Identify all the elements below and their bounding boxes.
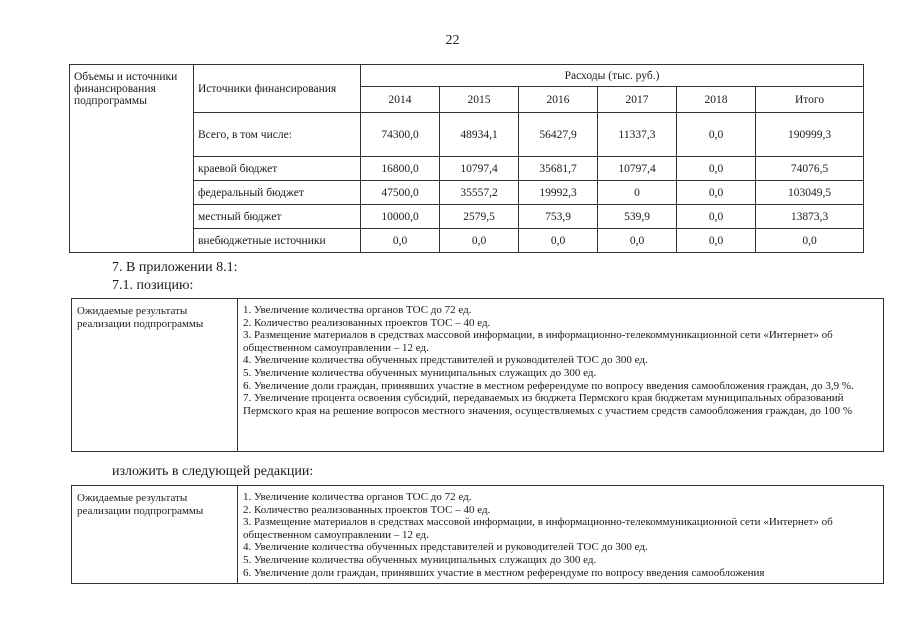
financing-table [69,64,864,253]
list-item: 1. Увеличение количества органов ТОС до 72 ед. [243,304,472,316]
value-cell: 0,0 [598,229,677,253]
year-header: 2018 [677,87,756,113]
financing-row-label: Объемы и источники финансирования подпрограммы [70,65,194,253]
value-cell: 35681,7 [519,157,598,181]
list-item: 3. Размещение материалов в средствах массовой информации, в информационно-телекоммуникационной сети «Интернет» об общественном самоуправлении – 12 ед. [243,329,833,354]
year-header: 2014 [361,87,440,113]
value-cell: 0,0 [677,229,756,253]
value-cell: 0,0 [677,205,756,229]
old-results-label: Ожидаемые результаты реализации подпрограммы [72,299,238,451]
list-item: 5. Увеличение количества обученных муниципальных служащих до 300 ед. [243,366,597,379]
value-cell: 48934,1 [440,113,519,157]
value-cell: 56427,9 [519,113,598,157]
source-cell: федеральный бюджет [194,181,361,205]
list-item: 6. Увеличение доли граждан, принявших участие в местном референдуме по вопросу введения самообложения [243,566,765,579]
value-cell: 103049,5 [756,181,864,205]
value-cell: 190999,3 [756,113,864,157]
expenses-header: Расходы (тыс. руб.) [361,65,864,87]
value-cell: 0,0 [756,229,864,253]
old-results-list [238,299,883,451]
source-cell: краевой бюджет [194,157,361,181]
value-cell: 10797,4 [440,157,519,181]
new-edition-heading: изложить в следующей редакции: [112,464,314,479]
value-cell: 35557,2 [440,181,519,205]
value-cell: 0,0 [677,181,756,205]
list-item: 7. Увеличение процента освоения субсидий, передаваемых из бюджета Пермского края бюджетам муниципальных образований Пермского края на решение вопросов местного значения, осуществляемых с участием средств самообложения граждан, до 100 % [243,392,853,417]
list-item: 2. Количество реализованных проектов ТОС – 40 ед. [243,316,491,329]
year-header: 2015 [440,87,519,113]
source-cell: местный бюджет [194,205,361,229]
subsection-heading: 7.1. позицию: [112,278,194,293]
value-cell: 16800,0 [361,157,440,181]
value-cell: 0,0 [361,229,440,253]
value-cell: 10797,4 [598,157,677,181]
value-cell: 753,9 [519,205,598,229]
value-cell: 0,0 [677,113,756,157]
page-number: 22 [445,33,460,48]
year-header: 2016 [519,87,598,113]
list-item: 4. Увеличение количества обученных представителей и руководителей ТОС до 300 ед. [243,541,648,554]
source-cell: внебюджетные источники [194,229,361,253]
value-cell: 74300,0 [361,113,440,157]
section-heading: 7. В приложении 8.1: [112,260,238,275]
source-cell: Всего, в том числе: [194,113,361,157]
list-item: 4. Увеличение количества обученных представителей и руководителей ТОС до 300 ед. [243,354,648,367]
value-cell: 2579,5 [440,205,519,229]
list-item: 2. Количество реализованных проектов ТОС – 40 ед. [243,503,491,516]
value-cell: 10000,0 [361,205,440,229]
value-cell: 13873,3 [756,205,864,229]
new-results-label: Ожидаемые результаты реализации подпрограммы [72,486,238,583]
new-results-box [71,485,884,584]
value-cell: 19992,3 [519,181,598,205]
value-cell: 0,0 [677,157,756,181]
value-cell: 0,0 [440,229,519,253]
list-item: 3. Размещение материалов в средствах массовой информации, в информационно-телекоммуникационной сети «Интернет» об общественном самоуправлении – 12 ед. [243,516,833,541]
sources-header: Источники финансирования [194,65,361,113]
list-item: 5. Увеличение количества обученных муниципальных служащих до 300 ед. [243,553,597,566]
value-cell: 11337,3 [598,113,677,157]
value-cell: 0,0 [519,229,598,253]
value-cell: 74076,5 [756,157,864,181]
total-header: Итого [756,87,864,113]
value-cell: 539,9 [598,205,677,229]
old-results-box [71,298,884,452]
list-item: 1. Увеличение количества органов ТОС до 72 ед. [243,491,472,503]
value-cell: 0 [598,181,677,205]
value-cell: 47500,0 [361,181,440,205]
list-item: 6. Увеличение доли граждан, принявших участие в местном референдуме по вопросу введения самообложения граждан, до 3,9 %. [243,379,854,392]
year-header: 2017 [598,87,677,113]
new-results-list [238,486,883,583]
